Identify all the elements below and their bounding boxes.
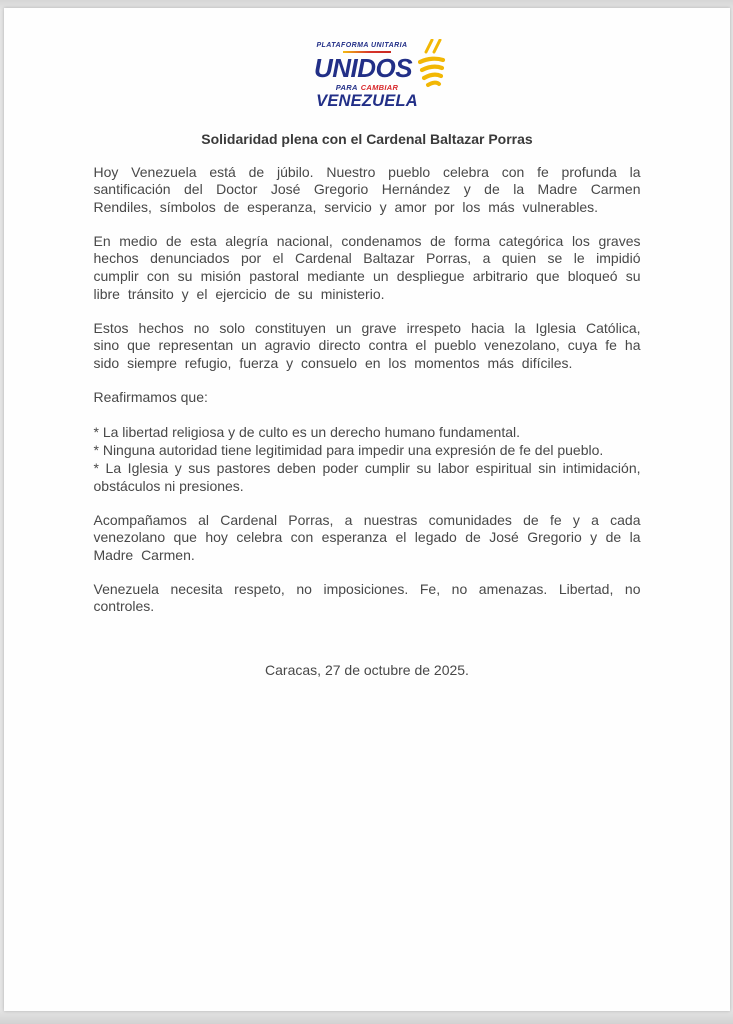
reaffirm-label: Reafirmamos que: <box>93 388 208 405</box>
logo-plataforma-unitaria-text: PLATAFORMA UNITARIA <box>316 42 408 49</box>
paragraph-jubilo: Hoy Venezuela está de júbilo. Nuestro pueblo celebra con fe profunda la santificación del Doctor José Gregorio Hernández y de la Madre Carmen Rendiles, símbolos de esperanza, servicio y amor por los más vulnerables. <box>93 163 641 215</box>
bullet-item-iglesia: * La Iglesia y sus pastores deben poder cumplir su labor espiritual sin intimidación, obstáculos ni presiones. <box>93 460 641 495</box>
logo-para-cambiar-row <box>314 84 420 92</box>
plataforma-unitaria-logo <box>314 42 420 110</box>
dateline: Caracas, 27 de octubre de 2025. <box>265 662 469 678</box>
letter-page <box>4 8 730 1011</box>
logo-unidos-text: UNIDOS <box>313 53 413 83</box>
letter-title: Solidaridad plena con el Cardenal Baltazar Porras <box>201 131 533 147</box>
paragraph-acompanamos: Acompañamos al Cardenal Porras, a nuestras comunidades de fe y a cada venezolano que hoy celebra con esperanza el legado de José Gregorio y de la Madre Carmen. <box>93 511 641 563</box>
paragraph-respeto: Venezuela necesita respeto, no imposiciones. Fe, no amenazas. Libertad, no controles. <box>93 580 641 615</box>
letter-content <box>94 8 641 678</box>
paragraph-condena: En medio de esta alegría nacional, condenamos de forma categórica los graves hechos denunciados por el Cardenal Baltazar Porras, a quien se le impidió cumplir con su misión pastoral mediante un despliegue arbitrario que bloqueó su libre tránsito y el ejercicio de su ministerio. <box>93 232 641 302</box>
paragraph-irrespeto: Estos hechos no solo constituyen un grave irrespeto hacia la Iglesia Católica, sino que representan un agravio directo contra el pueblo venezolano, cuya fe ha sido siempre refugio, fuerza y consuelo en los momentos más difíciles. <box>93 319 641 371</box>
bullet-item-libertad: * La libertad religiosa y de culto es un derecho humano fundamental. <box>93 424 520 441</box>
bullet-item-autoridad: * Ninguna autoridad tiene legitimidad para impedir una expresión de fe del pueblo. <box>93 442 604 459</box>
logo-cambiar-text: CAMBIAR <box>360 82 399 92</box>
bullet-list <box>94 423 641 495</box>
logo-container <box>94 42 641 111</box>
logo-venezuela-text: VENEZUELA <box>316 92 418 110</box>
logo-para-text: PARA <box>335 82 358 92</box>
hand-and-slashes-icon <box>418 39 446 97</box>
